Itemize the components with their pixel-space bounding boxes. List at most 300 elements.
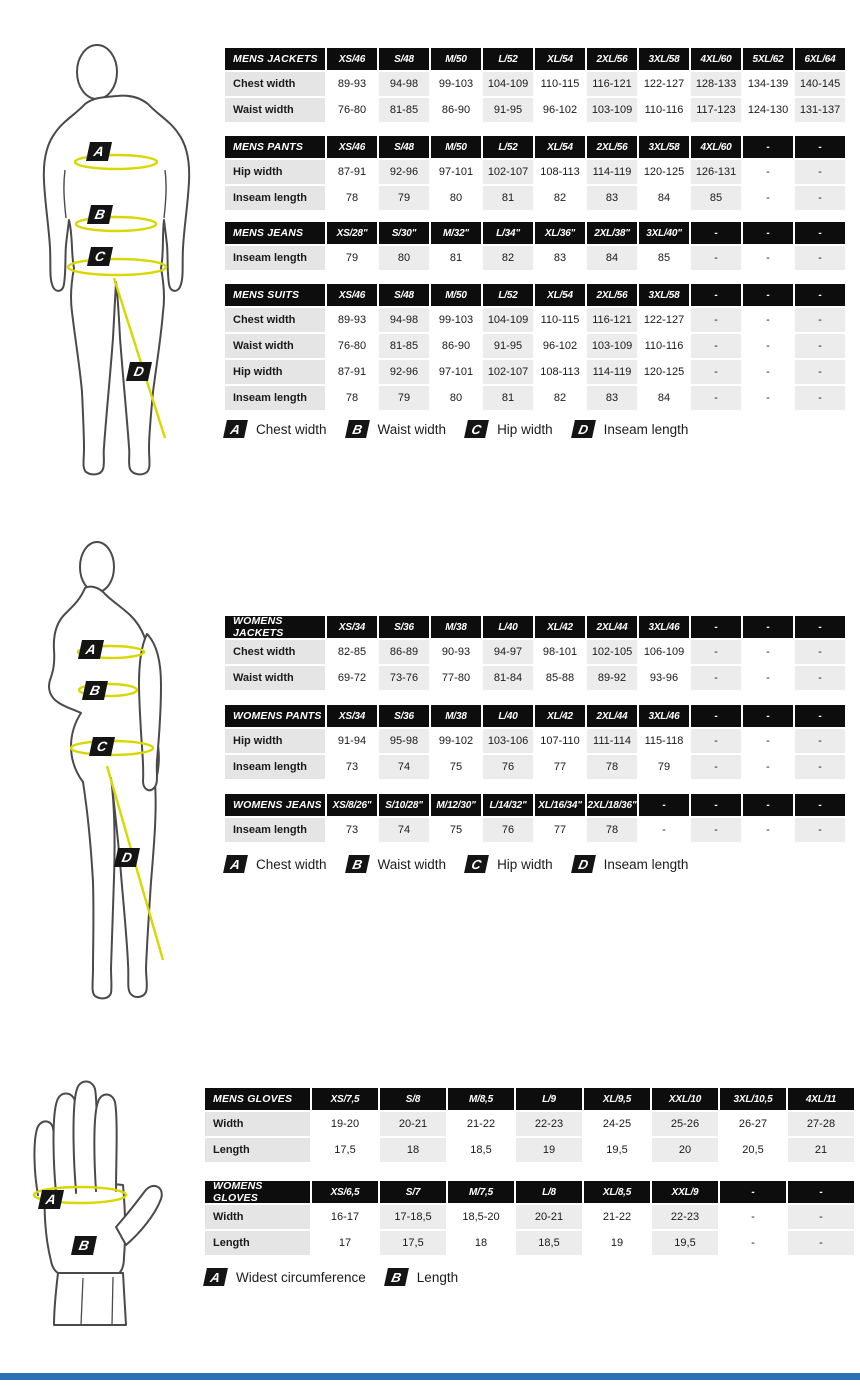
measure-letter-badge: C [464,420,489,438]
size-value-cell: - [691,360,741,384]
size-header-cell: S/36 [379,616,429,638]
size-header-cell: M/50 [431,284,481,306]
measure-letter-badge: D [571,855,596,873]
size-value-cell: 73 [327,818,377,842]
size-value-cell: 84 [639,186,689,210]
size-value-cell: - [795,818,845,842]
size-value-cell: 85-88 [535,666,585,690]
size-header-cell: M/32" [431,222,481,244]
size-value-cell: - [743,246,793,270]
womens-gloves-table [205,1181,854,1255]
size-value-cell: 95-98 [379,729,429,753]
legend-item [573,420,689,438]
size-value-cell: - [691,386,741,410]
size-value-cell: 20 [652,1138,718,1162]
size-value-cell: 116-121 [587,72,637,96]
size-header-cell: L/14/32" [483,794,533,816]
size-value-cell: 104-109 [483,308,533,332]
size-header-cell: - [691,284,741,306]
size-value-cell: - [691,308,741,332]
womens-chest-badge [78,640,104,659]
size-value-cell: 110-116 [639,98,689,122]
size-value-cell: - [743,308,793,332]
size-header-cell: XS/34 [327,616,377,638]
size-header-cell: 5XL/62 [743,48,793,70]
size-value-cell: 76-80 [327,98,377,122]
size-value-cell: 21 [788,1138,854,1162]
size-value-cell: 106-109 [639,640,689,664]
mens-jackets-table [225,48,845,122]
size-value-cell: 103-106 [483,729,533,753]
table-title: MENS JACKETS [225,48,325,70]
size-value-cell: 122-127 [639,308,689,332]
size-value-cell: 19,5 [584,1138,650,1162]
size-value-cell: - [788,1231,854,1255]
size-header-cell: M/38 [431,705,481,727]
size-header-cell: S/7 [380,1181,446,1203]
size-header-cell: L/9 [516,1088,582,1110]
mens-hip-badge [87,247,113,266]
size-value-cell: - [743,160,793,184]
size-header-cell: M/50 [431,136,481,158]
size-value-cell: 73-76 [379,666,429,690]
size-header-cell: 4XL/60 [691,136,741,158]
size-value-cell: - [691,334,741,358]
measure-letter-badge: B [384,1268,409,1286]
size-value-cell: 18 [380,1138,446,1162]
size-header-cell: 2XL/56 [587,48,637,70]
size-header-cell: XL/36" [535,222,585,244]
size-value-cell: 78 [587,818,637,842]
legend-label: Inseam length [603,856,689,872]
size-header-cell: 3XL/58 [639,136,689,158]
size-value-cell: 77-80 [431,666,481,690]
legend-item [573,855,689,873]
badge-letter: A [84,642,98,657]
womens-measure-legend [225,855,708,873]
size-header-cell: XL/42 [535,705,585,727]
size-value-cell: 84 [639,386,689,410]
size-header-cell: M/50 [431,48,481,70]
measure-letter-badge: A [203,1268,228,1286]
badge-letter: B [93,207,107,222]
glove-length-badge [71,1236,97,1255]
gloves-measure-legend [205,1268,478,1286]
legend-label: Hip width [497,421,553,437]
size-header-cell: - [795,616,845,638]
size-value-cell: 76 [483,818,533,842]
size-value-cell: 131-137 [795,98,845,122]
row-label-cell: Width [205,1205,310,1229]
row-label-cell: Waist width [225,334,325,358]
size-header-cell: - [788,1181,854,1203]
badge-letter: A [44,1192,58,1207]
size-value-cell: 103-109 [587,98,637,122]
size-header-cell: S/48 [379,48,429,70]
size-value-cell: 79 [327,246,377,270]
size-value-cell: 19,5 [652,1231,718,1255]
row-label-cell: Inseam length [225,755,325,779]
size-value-cell: 111-114 [587,729,637,753]
size-value-cell: 81-85 [379,98,429,122]
row-label-cell: Width [205,1112,310,1136]
size-value-cell: - [743,729,793,753]
size-header-cell: 3XL/58 [639,284,689,306]
size-value-cell: - [795,186,845,210]
size-value-cell: 20-21 [516,1205,582,1229]
legend-item [225,420,327,438]
size-value-cell: - [743,186,793,210]
size-header-cell: - [795,222,845,244]
size-header-cell: - [720,1181,786,1203]
size-value-cell: - [691,640,741,664]
size-value-cell: 99-103 [431,72,481,96]
table-title: MENS SUITS [225,284,325,306]
size-value-cell: 99-102 [431,729,481,753]
size-header-cell: L/52 [483,136,533,158]
size-header-cell: S/48 [379,136,429,158]
size-value-cell: 107-110 [535,729,585,753]
size-header-cell: 3XL/46 [639,616,689,638]
size-header-cell: 3XL/40" [639,222,689,244]
size-value-cell: 17-18,5 [380,1205,446,1229]
size-value-cell: 22-23 [516,1112,582,1136]
size-header-cell: L/8 [516,1181,582,1203]
size-value-cell: 134-139 [743,72,793,96]
row-label-cell: Hip width [225,160,325,184]
table-title: WOMENS PANTS [225,705,325,727]
size-value-cell: 98-101 [535,640,585,664]
size-value-cell: 20,5 [720,1138,786,1162]
size-value-cell: 78 [587,755,637,779]
size-value-cell: 85 [691,186,741,210]
size-value-cell: 77 [535,755,585,779]
size-header-cell: XL/42 [535,616,585,638]
size-value-cell: 102-105 [587,640,637,664]
size-value-cell: 116-121 [587,308,637,332]
size-value-cell: 85 [639,246,689,270]
size-header-cell: 4XL/11 [788,1088,854,1110]
size-value-cell: 86-90 [431,98,481,122]
size-value-cell: 78 [327,186,377,210]
table-title: MENS PANTS [225,136,325,158]
size-value-cell: 21-22 [448,1112,514,1136]
size-value-cell: 82 [483,246,533,270]
row-label-cell: Chest width [225,72,325,96]
size-value-cell: 110-115 [535,72,585,96]
size-value-cell: 97-101 [431,360,481,384]
size-header-cell: - [691,705,741,727]
size-value-cell: 22-23 [652,1205,718,1229]
size-header-cell: 3XL/46 [639,705,689,727]
size-header-cell: L/40 [483,616,533,638]
size-value-cell: 120-125 [639,360,689,384]
mens-figure-illustration [30,40,220,480]
size-value-cell: 78 [327,386,377,410]
size-value-cell: - [743,818,793,842]
legend-label: Waist width [377,856,447,872]
badge-letter: D [132,364,146,379]
legend-item [205,1268,366,1286]
size-value-cell: 108-113 [535,360,585,384]
size-value-cell: 83 [587,386,637,410]
size-value-cell: 69-72 [327,666,377,690]
size-value-cell: 115-118 [639,729,689,753]
measure-letter-badge: B [345,420,370,438]
size-value-cell: 18,5-20 [448,1205,514,1229]
size-value-cell: 17 [312,1231,378,1255]
size-value-cell: 120-125 [639,160,689,184]
womens-jeans-table [225,794,845,842]
size-value-cell: 97-101 [431,160,481,184]
size-header-cell: 2XL/18/36" [587,794,637,816]
size-header-cell: S/48 [379,284,429,306]
size-header-cell: - [795,794,845,816]
size-header-cell: L/52 [483,48,533,70]
legend-label: Inseam length [603,421,689,437]
size-value-cell: 104-109 [483,72,533,96]
size-value-cell: 17,5 [312,1138,378,1162]
measure-letter-badge: A [223,420,248,438]
size-value-cell: 24-25 [584,1112,650,1136]
size-value-cell: - [795,640,845,664]
size-header-cell: XL/54 [535,136,585,158]
table-title: MENS GLOVES [205,1088,310,1110]
size-value-cell: - [691,729,741,753]
size-value-cell: 110-115 [535,308,585,332]
row-label-cell: Inseam length [225,386,325,410]
size-value-cell: 102-107 [483,160,533,184]
size-value-cell: 94-97 [483,640,533,664]
size-value-cell: 128-133 [691,72,741,96]
size-value-cell: 81-85 [379,334,429,358]
size-value-cell: - [691,755,741,779]
size-value-cell: - [788,1205,854,1229]
size-value-cell: 114-119 [587,160,637,184]
measure-letter-badge: C [464,855,489,873]
size-value-cell: 82 [535,386,585,410]
mens-waist-badge [87,205,113,224]
size-value-cell: 77 [535,818,585,842]
size-value-cell: 80 [431,186,481,210]
row-label-cell: Length [205,1138,310,1162]
size-header-cell: 6XL/64 [795,48,845,70]
table-title: WOMENS GLOVES [205,1181,310,1203]
size-value-cell: 86-89 [379,640,429,664]
size-value-cell: 26-27 [720,1112,786,1136]
size-value-cell: 84 [587,246,637,270]
size-value-cell: 82-85 [327,640,377,664]
badge-letter: D [120,850,134,865]
legend-label: Hip width [497,856,553,872]
size-header-cell: XS/8/26" [327,794,377,816]
size-header-cell: 4XL/60 [691,48,741,70]
size-value-cell: 17,5 [380,1231,446,1255]
size-value-cell: 82 [535,186,585,210]
size-value-cell: 74 [379,755,429,779]
size-header-cell: 2XL/56 [587,136,637,158]
size-header-cell: 3XL/58 [639,48,689,70]
size-header-cell: L/40 [483,705,533,727]
womens-hip-badge [89,737,115,756]
mens-measure-legend [225,420,708,438]
size-value-cell: 126-131 [691,160,741,184]
size-value-cell: 92-96 [379,160,429,184]
size-header-cell: 2XL/44 [587,705,637,727]
legend-item [466,420,553,438]
size-header-cell: L/34" [483,222,533,244]
size-header-cell: XS/46 [327,284,377,306]
size-value-cell: 114-119 [587,360,637,384]
size-header-cell: - [743,705,793,727]
size-value-cell: - [795,360,845,384]
size-header-cell: 2XL/56 [587,284,637,306]
size-value-cell: 19-20 [312,1112,378,1136]
size-header-cell: - [691,616,741,638]
size-header-cell: S/8 [380,1088,446,1110]
size-value-cell: 91-94 [327,729,377,753]
row-label-cell: Length [205,1231,310,1255]
size-value-cell: 80 [431,386,481,410]
size-value-cell: 18,5 [448,1138,514,1162]
size-value-cell: - [795,755,845,779]
badge-letter: C [95,739,109,754]
size-value-cell: 27-28 [788,1112,854,1136]
size-header-cell: 3XL/10,5 [720,1088,786,1110]
size-value-cell: - [795,160,845,184]
size-value-cell: 117-123 [691,98,741,122]
size-value-cell: 124-130 [743,98,793,122]
size-value-cell: 18,5 [516,1231,582,1255]
size-value-cell: 83 [535,246,585,270]
table-title: MENS JEANS [225,222,325,244]
size-header-cell: XXL/9 [652,1181,718,1203]
size-value-cell: 92-96 [379,360,429,384]
badge-letter: C [93,249,107,264]
size-value-cell: - [743,755,793,779]
size-header-cell: XS/46 [327,136,377,158]
size-header-cell: 2XL/44 [587,616,637,638]
size-header-cell: - [691,794,741,816]
size-header-cell: S/30" [379,222,429,244]
size-header-cell: - [743,616,793,638]
size-value-cell: 21-22 [584,1205,650,1229]
size-value-cell: - [743,360,793,384]
size-value-cell: 94-98 [379,72,429,96]
size-value-cell: 75 [431,818,481,842]
size-value-cell: 76-80 [327,334,377,358]
size-header-cell: S/36 [379,705,429,727]
legend-item [347,855,447,873]
row-label-cell: Chest width [225,308,325,332]
size-value-cell: 16-17 [312,1205,378,1229]
size-value-cell: 19 [584,1231,650,1255]
size-value-cell: 83 [587,186,637,210]
mens-gloves-table [205,1088,854,1162]
size-header-cell: - [639,794,689,816]
size-value-cell: - [743,666,793,690]
size-header-cell: M/38 [431,616,481,638]
size-header-cell: L/52 [483,284,533,306]
size-value-cell: 89-92 [587,666,637,690]
legend-label: Chest width [256,856,327,872]
size-header-cell: XS/6,5 [312,1181,378,1203]
size-header-cell: - [743,794,793,816]
size-header-cell: XS/34 [327,705,377,727]
row-label-cell: Inseam length [225,186,325,210]
size-value-cell: - [743,640,793,664]
size-header-cell: XL/16/34" [535,794,585,816]
size-value-cell: - [691,818,741,842]
size-value-cell: 79 [639,755,689,779]
size-value-cell: - [743,386,793,410]
size-value-cell: 19 [516,1138,582,1162]
row-label-cell: Hip width [225,729,325,753]
size-value-cell: 96-102 [535,98,585,122]
size-value-cell: 110-116 [639,334,689,358]
legend-item [386,1268,458,1286]
womens-inseam-badge [114,848,140,867]
size-value-cell: 108-113 [535,160,585,184]
legend-item [347,420,447,438]
legend-label: Widest circumference [236,1269,366,1285]
mens-chest-badge [86,142,112,161]
size-value-cell: 81 [483,386,533,410]
measure-letter-badge: A [223,855,248,873]
size-value-cell: 74 [379,818,429,842]
row-label-cell: Inseam length [225,818,325,842]
size-header-cell: XL/9,5 [584,1088,650,1110]
size-value-cell: - [795,308,845,332]
measure-letter-badge: D [571,420,596,438]
size-header-cell: XS/28" [327,222,377,244]
size-value-cell: - [795,729,845,753]
size-value-cell: 80 [379,246,429,270]
size-value-cell: 79 [379,386,429,410]
row-label-cell: Hip width [225,360,325,384]
size-value-cell: 86-90 [431,334,481,358]
size-header-cell: M/8,5 [448,1088,514,1110]
size-header-cell: XS/46 [327,48,377,70]
size-value-cell: 89-93 [327,72,377,96]
size-value-cell: 91-95 [483,98,533,122]
legend-label: Waist width [377,421,447,437]
row-label-cell: Chest width [225,640,325,664]
size-header-cell: - [743,222,793,244]
row-label-cell: Waist width [225,98,325,122]
row-label-cell: Waist width [225,666,325,690]
size-value-cell: 90-93 [431,640,481,664]
size-header-cell: M/12/30" [431,794,481,816]
badge-letter: B [88,683,102,698]
size-value-cell: - [639,818,689,842]
size-header-cell: S/10/28" [379,794,429,816]
legend-label: Length [416,1269,459,1285]
size-value-cell: 89-93 [327,308,377,332]
womens-figure-illustration [35,540,205,1010]
size-header-cell: - [743,136,793,158]
size-value-cell: 140-145 [795,72,845,96]
size-value-cell: - [795,334,845,358]
size-value-cell: 18 [448,1231,514,1255]
size-value-cell: - [743,334,793,358]
size-value-cell: - [795,666,845,690]
table-title: WOMENS JEANS [225,794,325,816]
badge-letter: B [77,1238,91,1253]
womens-waist-badge [82,681,108,700]
size-value-cell: 103-109 [587,334,637,358]
size-header-cell: XL/8,5 [584,1181,650,1203]
